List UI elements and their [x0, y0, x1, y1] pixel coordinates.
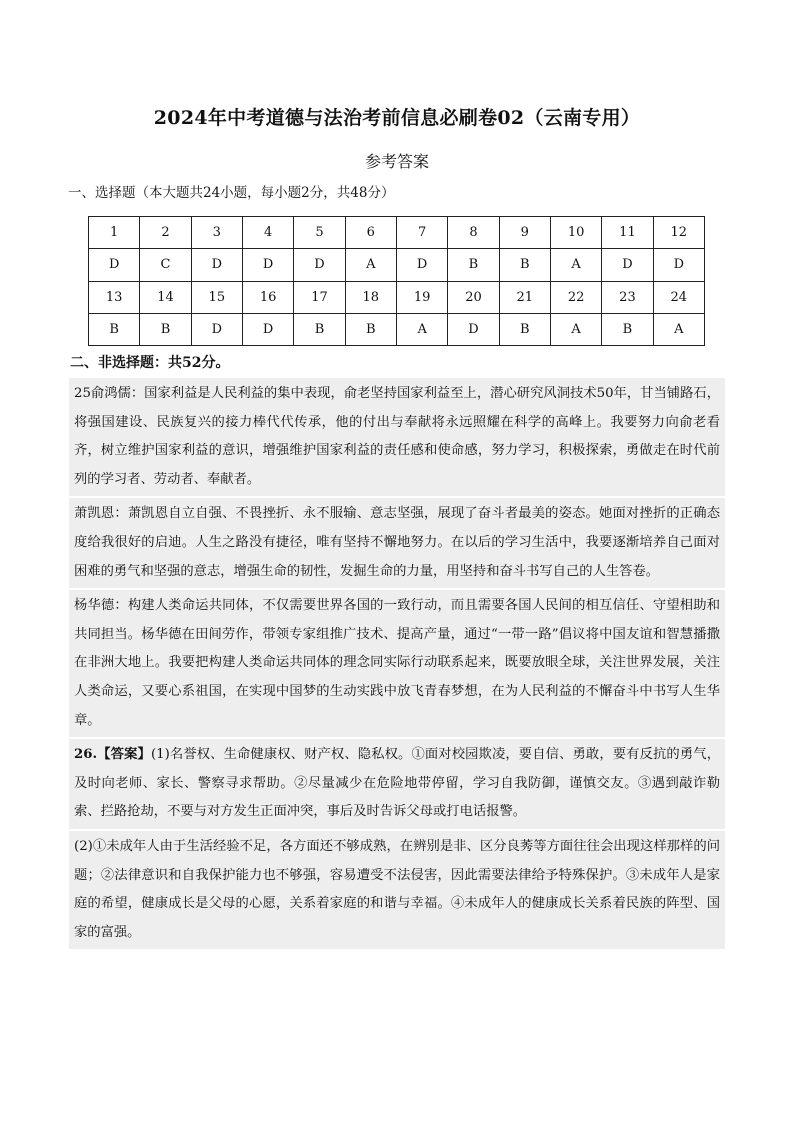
question-number-cell: 15	[191, 281, 242, 313]
question-number-row	[89, 281, 705, 313]
question-number-cell: 21	[499, 281, 550, 313]
answer-content	[69, 378, 725, 951]
answer-cell: A	[396, 313, 447, 345]
question-number-cell: 4	[242, 217, 293, 249]
answer-cell: D	[653, 249, 704, 281]
paragraph-text: 萧凯恩：萧凯恩自立自强、不畏挫折、永不服输、意志坚强，展现了奋斗者最美的姿态。她面对挫折的正确态度给我很好的启迪。人生之路没有捷径，唯有坚持不懈地努力。在以后的学习生活中，我要逐渐培养自己面对困难的勇气和坚强的意志，增强生命的韧性，发掘生命的力量，用坚持和奋斗书写自己的人生答卷。	[74, 506, 720, 579]
answer-cell: D	[242, 249, 293, 281]
question-number-cell: 10	[550, 217, 601, 249]
question-number-cell: 8	[448, 217, 499, 249]
question-number-cell: 2	[140, 217, 191, 249]
question-number-cell: 20	[448, 281, 499, 313]
answer-cell: B	[499, 313, 550, 345]
answer-paragraph	[69, 739, 725, 829]
section-heading-nonchoice: 二、非选择题：共52分。	[70, 355, 230, 371]
answer-cell: B	[499, 249, 550, 281]
answer-cell: D	[191, 249, 242, 281]
question-number-cell: 22	[550, 281, 601, 313]
document-subtitle: 参考答案	[364, 152, 429, 171]
question-number-cell: 7	[396, 217, 447, 249]
question-number-cell: 5	[294, 217, 345, 249]
answer-row	[89, 313, 705, 345]
paragraph-text: (1)名誉权、生命健康权、财产权、隐私权。①面对校园欺凌，要自信、勇敢，要有反抗的勇气，及时向老师、家长、警察寻求帮助。②尽量减少在危险地带停留，学习自我防御，谨慎交友。③遇到敲诈勒索、拦路抢劫，不要与对方发生正面冲突，事后及时告诉父母或打电话报警。	[74, 747, 720, 820]
answer-cell: D	[242, 313, 293, 345]
paragraph-text: 杨华德：构建人类命运共同体，不仅需要世界各国的一致行动，而且需要各国人民间的相互信任、守望相助和共同担当。杨华德在田间劳作，带领专家组推广技术、提高产量，通过“一带一路”倡议将中国友谊和智慧播撒在非洲大地上。我要把构建人类命运共同体的理念同实际行动联系起来，既要放眼全球，关注世界发展，关注人类命运，又要心系祖国，在实现中国梦的生动实践中放飞青春梦想，在为人民利益的不懈奋斗中书写人生华章。	[74, 598, 720, 728]
question-number-cell: 12	[653, 217, 704, 249]
question-number-cell: 1	[89, 217, 140, 249]
question-number-cell: 9	[499, 217, 550, 249]
answer-cell: D	[396, 249, 447, 281]
paragraph-text: (2)①未成年人由于生活经验不足，各方面还不够成熟，在辨别是非、区分良莠等方面往往会出现这样那样的问题；②法律意识和自我保护能力也不够强，容易遭受不法侵害，因此需要法律给予特殊保护。③未成年人是家庭的希望，健康成长是父母的心愿，关系着家庭的和谐与幸福。④未成年人的健康成长关系着民族的阵型、国家的富强。	[74, 838, 720, 940]
answer-cell: A	[550, 313, 601, 345]
answer-cell: B	[448, 249, 499, 281]
answer-paragraph	[69, 498, 725, 588]
answer-row	[89, 249, 705, 281]
question-number-cell: 23	[602, 281, 653, 313]
answer-paragraph	[69, 378, 725, 496]
answer-cell: D	[191, 313, 242, 345]
section-heading-choice: 一、选择题（本大题共24小题，每小题2分，共48分）	[68, 185, 395, 201]
answer-cell: C	[140, 249, 191, 281]
answer-table	[88, 216, 705, 346]
question-number-cell: 24	[653, 281, 704, 313]
answer-cell: A	[345, 249, 396, 281]
answer-cell: A	[550, 249, 601, 281]
question-number-cell: 14	[140, 281, 191, 313]
question-number-cell: 19	[396, 281, 447, 313]
answer-cell: B	[602, 313, 653, 345]
answer-cell: B	[345, 313, 396, 345]
question-number-cell: 13	[89, 281, 140, 313]
document-title: 2024年中考道德与法治考前信息必刷卷02（云南专用）	[153, 107, 641, 129]
answer-cell: D	[294, 249, 345, 281]
answer-cell: D	[602, 249, 653, 281]
question-number-cell: 11	[602, 217, 653, 249]
answer-cell: B	[140, 313, 191, 345]
question-number-cell: 3	[191, 217, 242, 249]
answer-cell: A	[653, 313, 704, 345]
answer-paragraph	[69, 590, 725, 737]
question-number-cell: 16	[242, 281, 293, 313]
answer-cell: D	[89, 249, 140, 281]
answer-cell: D	[448, 313, 499, 345]
question-number-cell: 18	[345, 281, 396, 313]
question-number-row	[89, 217, 705, 249]
answer-lead: 26.【答案】	[74, 747, 151, 763]
answer-cell: B	[294, 313, 345, 345]
question-number-cell: 17	[294, 281, 345, 313]
paragraph-text: 25俞鸿儒：国家利益是人民利益的集中表现，俞老坚持国家利益至上，潜心研究风洞技术50年，甘当铺路石，将强国建设、民族复兴的接力棒代代传承，他的付出与奉献将永远照耀在科学的高峰上。我要努力向俞老看齐，树立维护国家利益的意识，增强维护国家利益的责任感和使命感，努力学习，积极探索，勇做走在时代前列的学习者、劳动者、奉献者。	[74, 386, 720, 487]
answer-cell: B	[89, 313, 140, 345]
answer-paragraph	[69, 831, 725, 949]
question-number-cell: 6	[345, 217, 396, 249]
